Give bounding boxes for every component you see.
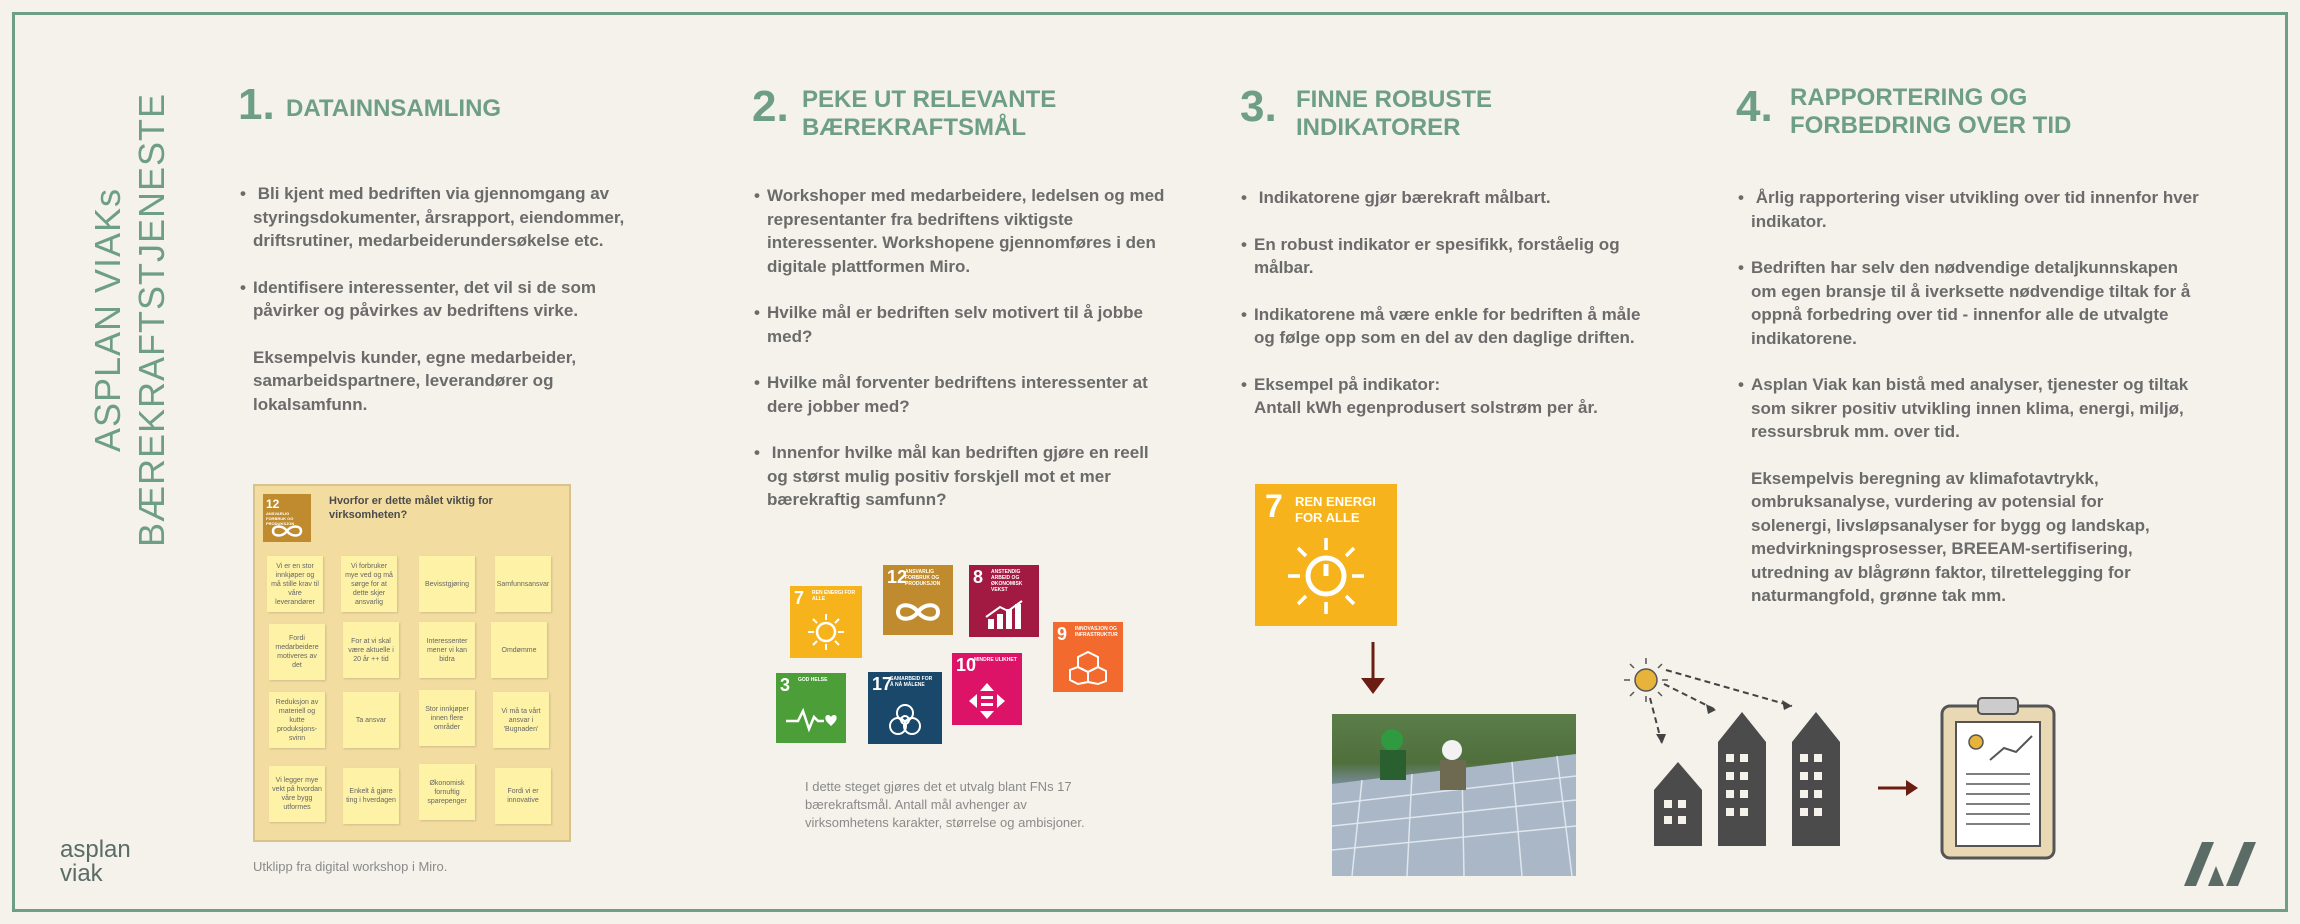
sticky-note: Samfunnsansvar	[495, 556, 551, 612]
sdg-number: 8	[973, 567, 984, 587]
sticky-note: Interessenter mener vi kan bidra	[419, 622, 475, 678]
sticky-note: Vi forbruker mye ved og må sørge for at dette skjer ansvarlig	[341, 556, 397, 612]
big-sdg-number: 7	[1265, 488, 1283, 524]
miro-question: Hvorfor er dette målet viktig for virksomheten?	[329, 495, 493, 521]
infinity-icon	[269, 524, 305, 538]
step-2-bullet: • Workshoper med medarbeidere, ledelsen og med representanter fra bedriftens viktigste interessenter. Workshopene gjennomføres i den digitale plattformen Miro.	[754, 184, 1174, 278]
step-2-bullet: • Innenfor hvilke mål kan bedriften gjøre en reell og størst mulig positiv forskjell mot et mer bærekraftig samfunn?	[754, 441, 1174, 512]
sun-power-icon	[806, 612, 846, 652]
rings-icon	[885, 700, 925, 740]
sdg-3-tile	[776, 673, 846, 743]
sdg-number: 7	[794, 588, 805, 608]
sdg-8-tile	[969, 565, 1039, 637]
sticky-note: Omdømme	[491, 622, 547, 678]
growth-chart-icon	[984, 599, 1024, 631]
miro-board-image	[253, 484, 571, 842]
sdg-label: GOD HELSE	[798, 677, 828, 683]
cubes-icon	[1068, 650, 1108, 686]
sdg-label: SAMARBEID FOR Å NÅ MÅLENE	[890, 676, 933, 688]
sdg-caption: I dette steget gjøres det et utvalg blant FNs 17 bærekraftsmål. Antall mål avhenger av virksomhetens karakter, størrelse og ambisjoner.	[805, 779, 1085, 830]
step-2-title: PEKE UT RELEVANTE BÆREKRAFTSMÅL	[802, 86, 1057, 141]
step-2-number: 2.	[752, 82, 789, 131]
step-3-title: FINNE ROBUSTE INDIKATORER	[1296, 86, 1493, 141]
sticky-note: Bevisstgjøring	[419, 556, 475, 612]
step-1-bullet: • Bli kjent med bedriften via gjennomgang av styringsdokumenter, årsrapport, eiendommer, driftsrutiner, medarbeiderundersøkelse etc.	[240, 182, 660, 253]
step-1-number: 1.	[238, 80, 275, 129]
sticky-note: Økonomisk fornuftig sparepenger	[419, 764, 475, 820]
logo-line2: viak	[60, 860, 103, 887]
sticky-note: Stor innkjøper innen flere områder	[419, 690, 475, 746]
sticky-note: Vi må ta vårt ansvar i 'Bugnaden'	[493, 692, 549, 748]
sticky-note: Reduksjon av materiell og kutte produksjons-svinn	[269, 692, 325, 748]
sticky-note: Vi er en stor innkjøper og må stille krav til våre leverandører	[267, 556, 323, 612]
solar-panel-photo	[1332, 714, 1576, 876]
step-2-bullet: • Hvilke mål forventer bedriftens interessenter at dere jobber med?	[754, 371, 1174, 418]
clipboard-report-icon	[1942, 698, 2054, 858]
sdg-17-tile	[868, 672, 942, 744]
big-sdg-label: REN ENERGI FOR ALLE	[1295, 494, 1376, 525]
step-3-bullet: • Indikatorene må være enkle for bedriften å måle og følge opp som en del av den daglige driften.	[1241, 303, 1641, 350]
step-4-number: 4.	[1736, 82, 1773, 131]
step-3-bullet: • Indikatorene gjør bærekraft målbart.	[1241, 186, 1641, 210]
step-4-title: RAPPORTERING OG FORBEDRING OVER TID	[1790, 84, 2072, 139]
sticky-note: Enkelt å gjøre ting i hverdagen	[343, 768, 399, 824]
step-1-bullet: • Identifisere interessenter, det vil si de som påvirker og påvirkes av bedriftens virke.	[240, 276, 660, 323]
miro-caption: Utklipp fra digital workshop i Miro.	[253, 859, 448, 874]
step-1-body	[240, 182, 660, 439]
sticky-note: Ta ansvar	[343, 692, 399, 748]
sticky-note: Fordi vi er innovative	[495, 768, 551, 824]
sdg-9-tile	[1053, 622, 1123, 692]
heartbeat-icon	[784, 707, 838, 733]
sdg-label: ANSTENDIG ARBEID OG ØKONOMISK VEKST	[991, 569, 1023, 593]
step-1-extra: Eksempelvis kunder, egne medarbeider, samarbeidspartnere, leverandører og lokalsamfunn.	[253, 347, 577, 414]
step-2-body	[754, 184, 1174, 535]
sdg-7-tile	[790, 586, 862, 658]
infinity-icon	[893, 601, 943, 623]
asplan-viak-logo	[60, 838, 131, 886]
right-arrow-icon	[1878, 780, 1918, 796]
sticky-note: For at vi skal være aktuelle i 20 år ++ tid	[343, 622, 399, 678]
down-arrow-icon	[1358, 640, 1388, 696]
asplan-viak-mark-icon	[2180, 838, 2260, 890]
miro-goal-number: 12	[266, 497, 280, 511]
step-3-example: Antall kWh egenprodusert solstrøm per år.	[1254, 398, 1598, 417]
big-sdg-7-tile	[1255, 484, 1397, 626]
step-2-bullet: • Hvilke mål er bedriften selv motivert til å jobbe med?	[754, 301, 1174, 348]
miro-sdg-badge	[263, 494, 311, 542]
step-1-title: DATAINNSAMLING	[286, 95, 502, 122]
step-4-bullet: • Asplan Viak kan bistå med analyser, tjenester og tiltak som sikrer positiv utvikling innen klima, energi, miljø, ressursbruk mm. over tid.	[1738, 373, 2218, 444]
sticky-note: Fordi medarbeidere motiveres av det	[269, 624, 325, 680]
step-3-number: 3.	[1240, 82, 1277, 131]
step-3-bullet: • Eksempel på indikator:	[1241, 373, 1641, 397]
buildings-report-illustration	[1606, 650, 2086, 870]
sdg-number: 9	[1057, 624, 1068, 644]
miro-goal-label: ANSVARLIG FORBRUK OG PRODUKSJON	[266, 511, 295, 526]
step-3-bullet: • En robust indikator er spesifikk, forståelig og målbar.	[1241, 233, 1641, 280]
equality-arrows-icon	[967, 681, 1007, 721]
sdg-number: 17	[872, 674, 893, 694]
sdg-number: 10	[956, 655, 977, 675]
step-4-body	[1738, 186, 2218, 631]
sun-power-icon	[1286, 536, 1366, 616]
sdg-number: 12	[887, 567, 908, 587]
sun-icon	[1624, 658, 1668, 702]
sdg-label: ANSVARLIG FORBRUK OG PRODUKSJON	[905, 569, 941, 587]
sdg-label: REN ENERGI FOR ALLE	[812, 590, 856, 602]
sdg-12-tile	[883, 565, 953, 635]
sdg-label: INNOVASJON OG INFRASTRUKTUR	[1075, 626, 1118, 638]
step-4-extra: Eksempelvis beregning av klimafotavtrykk, ombruksanalyse, vurdering av potensial for solenergi, livsløpsanalyser for bygg og landskap, medvirkningsprosesser, BREEAM-sertifisering, utredning av blågrønn faktor, tilrettelegging for naturmangfold, grønne tak mm.	[1751, 468, 2150, 605]
sticky-note: Vi legger mye vekt på hvordan våre bygg utformes	[269, 766, 325, 822]
logo-line1: asplan	[60, 836, 131, 863]
step-4-bullet: • Årlig rapportering viser utvikling over tid innenfor hver indikator.	[1738, 186, 2218, 233]
side-title-line1: ASPLAN VIAKs	[87, 187, 128, 453]
sdg-number: 3	[780, 675, 791, 695]
step-4-bullet: • Bedriften har selv den nødvendige detaljkunnskapen om egen bransje til å iverksette nødvendige tiltak for å oppnå forbedring over tid - innenfor alle de utvalgte indikatorene.	[1738, 256, 2218, 350]
sdg-10-tile	[952, 653, 1022, 725]
solar-panel-illustration	[1332, 714, 1576, 876]
sdg-label: MINDRE ULIKHET	[974, 657, 1017, 663]
side-title	[70, 92, 190, 548]
side-title-line2: BÆREKRAFTSTJENESTE	[131, 92, 172, 548]
buildings-icon	[1654, 712, 1840, 846]
step-3-body	[1241, 186, 1641, 443]
